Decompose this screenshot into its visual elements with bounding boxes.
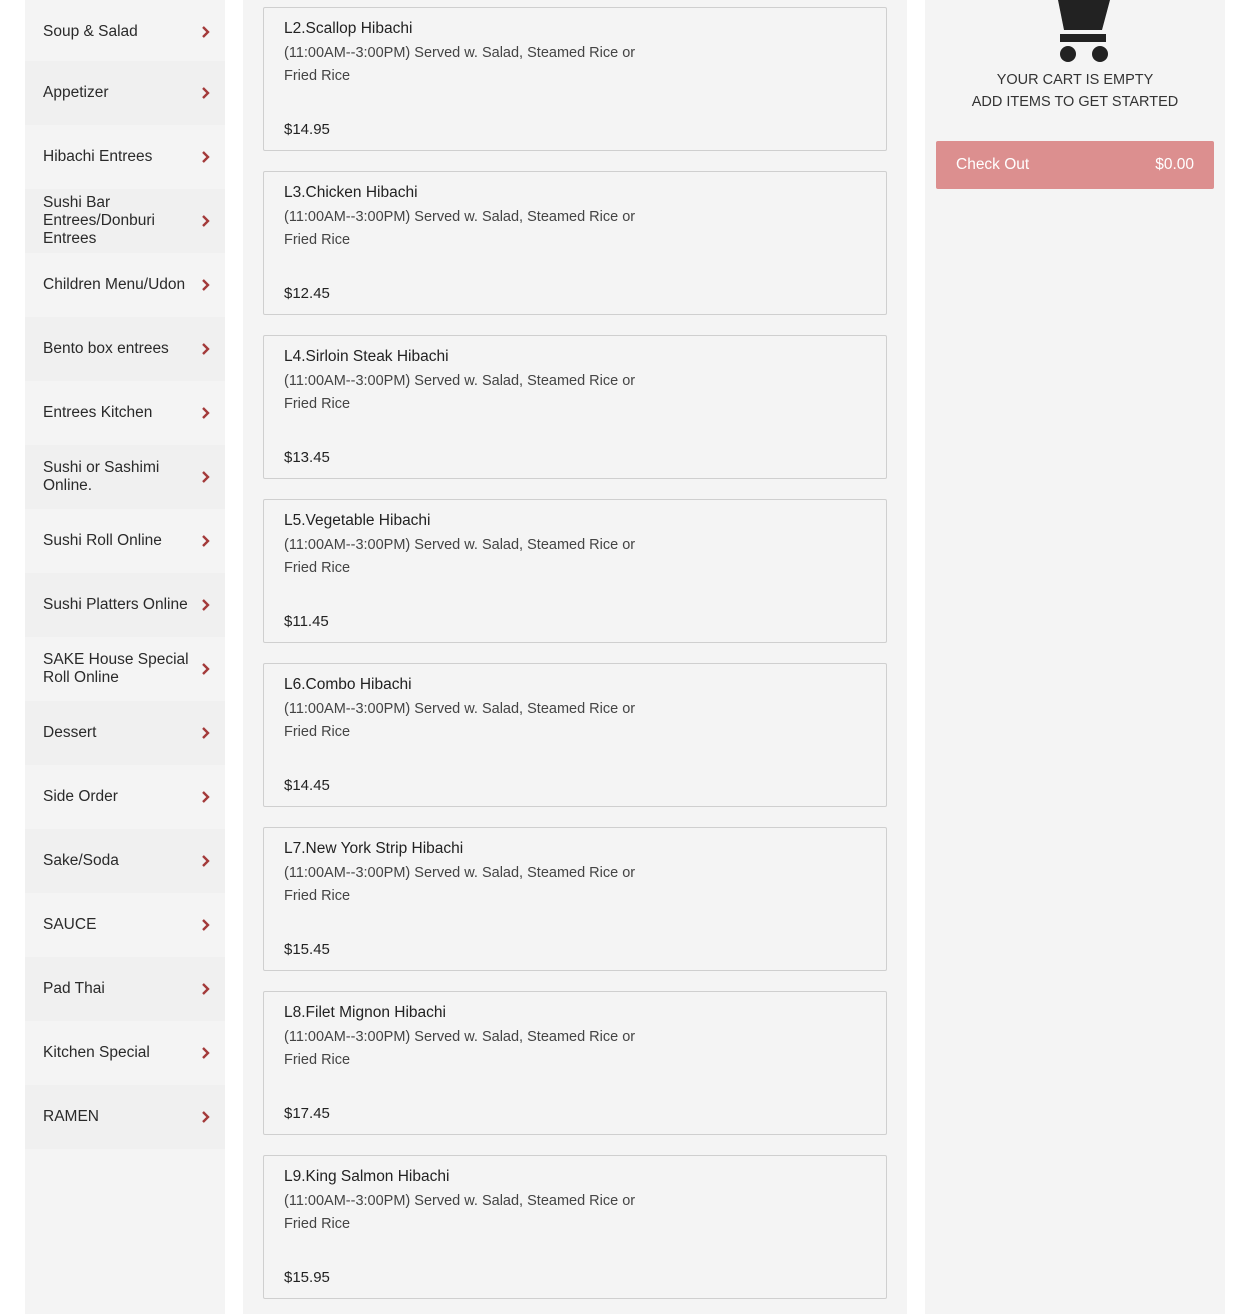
sidebar-item-bento-box[interactable] [25,317,225,381]
sidebar-item-pad-thai[interactable] [25,957,225,1021]
menu-item-description: (11:00AM--3:00PM) Served w. Salad, Steamed Rice or Fried Rice [284,1193,636,1232]
sidebar-item-label: Hibachi Entrees [43,148,153,165]
sidebar-item-label: Side Order [43,788,118,805]
chevron-right-icon [201,919,211,931]
chevron-right-icon [201,855,211,867]
chevron-right-icon [201,599,211,611]
menu-item-card[interactable] [263,171,887,315]
menu-item-name: L5.Vegetable Hibachi [284,512,431,529]
menu-item-price: $14.45 [284,777,330,794]
sidebar-item-hibachi-entrees[interactable] [25,125,225,189]
menu-item-description: (11:00AM--3:00PM) Served w. Salad, Steamed Rice or Fried Rice [284,865,636,904]
chevron-right-icon [201,343,211,355]
menu-item-price: $15.95 [284,1269,330,1286]
menu-item-description: (11:00AM--3:00PM) Served w. Salad, Steamed Rice or Fried Rice [284,373,636,412]
chevron-right-icon [201,87,211,99]
menu-item-name: L7.New York Strip Hibachi [284,840,464,857]
menu-item-price: $17.45 [284,1105,330,1122]
sidebar-item-sauce[interactable] [25,893,225,957]
menu-item-price: $11.45 [284,613,329,630]
sidebar-item-sushi-bar-entrees[interactable] [25,189,225,253]
menu-item-name: L6.Combo Hibachi [284,676,412,693]
chevron-right-icon [201,727,211,739]
menu-item-description: (11:00AM--3:00PM) Served w. Salad, Steamed Rice or Fried Rice [284,209,636,248]
menu-item-card[interactable] [263,1155,887,1299]
shopping-cart-icon [1038,0,1112,64]
sidebar-item-label: Dessert [43,724,97,741]
sidebar-item-label: Appetizer [43,84,109,101]
chevron-right-icon [201,535,211,547]
sidebar-item-label: Pad Thai [43,980,105,997]
menu-item-price: $14.95 [284,121,330,138]
menu-item-card[interactable] [263,335,887,479]
menu-item-card[interactable] [263,7,887,151]
chevron-right-icon [201,26,211,38]
sidebar-item-ramen[interactable] [25,1085,225,1149]
sidebar-item-label: Kitchen Special [43,1044,150,1061]
chevron-right-icon [201,151,211,163]
sidebar-item-label: Soup & Salad [43,23,138,40]
menu-item-name: L3.Chicken Hibachi [284,184,418,201]
menu-item-card[interactable] [263,827,887,971]
menu-item-description: (11:00AM--3:00PM) Served w. Salad, Steamed Rice or Fried Rice [284,1029,636,1068]
cart-empty-title: YOUR CART IS EMPTY [996,72,1154,88]
sidebar-item-label: Sushi Roll Online [43,532,162,549]
menu-item-price: $13.45 [284,449,330,466]
sidebar-item-label: Children Menu/Udon [43,276,186,293]
sidebar-item-label: Sake/Soda [43,852,119,869]
menu-item-list [243,0,907,1314]
sidebar-item-label: Sushi Bar Entrees/Donburi Entrees [43,194,156,247]
sidebar-item-children-menu[interactable] [25,253,225,317]
menu-item-name: L4.Sirloin Steak Hibachi [284,348,449,365]
sidebar-item-label: RAMEN [43,1108,99,1125]
chevron-right-icon [201,1047,211,1059]
chevron-right-icon [201,791,211,803]
sidebar-item-sushi-sashimi[interactable] [25,445,225,509]
checkout-total: $0.00 [1155,156,1194,173]
checkout-button[interactable] [936,141,1214,189]
menu-item-description: (11:00AM--3:00PM) Served w. Salad, Steamed Rice or Fried Rice [284,701,636,740]
sidebar-item-dessert[interactable] [25,701,225,765]
sidebar-item-appetizer[interactable] [25,61,225,125]
chevron-right-icon [201,663,211,675]
sidebar-item-sake-house-special[interactable] [25,637,225,701]
menu-item-name: L9.King Salmon Hibachi [284,1168,450,1185]
sidebar-item-soup-salad[interactable] [25,0,225,64]
menu-item-card[interactable] [263,991,887,1135]
sidebar-item-label: Sushi or Sashimi Online. [43,459,160,494]
menu-item-price: $15.45 [284,941,330,958]
sidebar-item-kitchen-special[interactable] [25,1021,225,1085]
chevron-right-icon [201,1111,211,1123]
sidebar-item-entrees-kitchen[interactable] [25,381,225,445]
sidebar-item-label: Entrees Kitchen [43,404,153,421]
cart-empty-subtitle: ADD ITEMS TO GET STARTED [971,94,1179,110]
category-sidebar [25,0,225,1314]
chevron-right-icon [201,983,211,995]
menu-item-name: L2.Scallop Hibachi [284,20,413,37]
sidebar-item-label: SAKE House Special Roll Online [43,651,189,686]
sidebar-item-label: SAUCE [43,916,97,933]
menu-item-card[interactable] [263,499,887,643]
menu-item-card[interactable] [263,663,887,807]
sidebar-item-label: Sushi Platters Online [43,596,188,613]
sidebar-item-sake-soda[interactable] [25,829,225,893]
sidebar-item-label: Bento box entrees [43,340,169,357]
menu-item-price: $12.45 [284,285,330,302]
chevron-right-icon [201,471,211,483]
chevron-right-icon [201,279,211,291]
menu-item-description: (11:00AM--3:00PM) Served w. Salad, Steamed Rice or Fried Rice [284,537,636,576]
cart-panel [925,0,1225,1314]
checkout-label: Check Out [956,156,1030,173]
sidebar-item-sushi-platters[interactable] [25,573,225,637]
menu-item-name: L8.Filet Mignon Hibachi [284,1004,446,1021]
chevron-right-icon [201,407,211,419]
sidebar-item-side-order[interactable] [25,765,225,829]
menu-item-description: (11:00AM--3:00PM) Served w. Salad, Steamed Rice or Fried Rice [284,45,636,84]
chevron-right-icon [201,215,211,227]
sidebar-item-sushi-roll[interactable] [25,509,225,573]
